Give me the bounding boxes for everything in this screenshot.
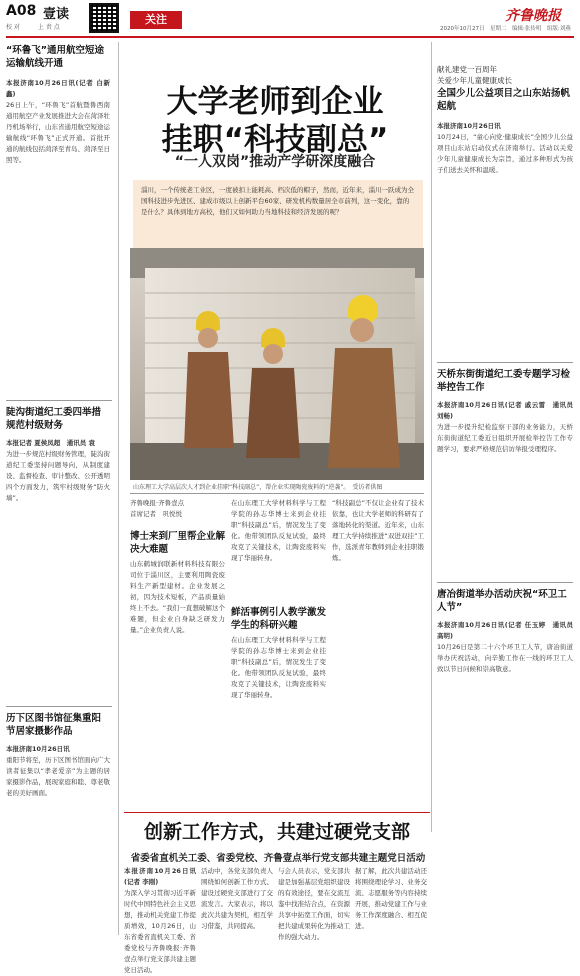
right-story-1-body: 10月24日，“童心向党·健康成长”全国少儿公益项目山东站启动仪式在济南举行。活动以关爱少年儿童健康成长为宗旨，通过多种形式为孩子们送去关怀和温暖。 <box>437 133 573 174</box>
page-number: A08 <box>6 3 37 19</box>
bottom-byline: 本报济南10月26日讯(记者 李刚) <box>124 867 196 886</box>
bottom-col-3 <box>278 866 350 941</box>
summary-text: 淄川，一个传统老工业区，一度被扣上能耗高、档次低的帽子，然而，近年来，淄川一跃成为全国科技进步先进区、建成市级以上创新平台60家、研发机构数量居全市前列，这一变化，靠的是什么？具体到地方高校，他们又如何助力当地科技和经济发展的呢？ <box>141 186 414 216</box>
left-story-1-byline: 本报济南10月26日讯(记者 白新鑫) <box>6 79 110 98</box>
masthead-rule <box>6 36 574 38</box>
left-story-1-body: 26日上午，“环鲁飞”首航暨鲁西南通用航空产业发展推进大会在菏泽牡丹机场举行，山东省通用航空短途运输航线“环鲁飞”正式开通。首批开通的航线包括菏泽至青岛、菏泽至日照等。 <box>6 101 110 164</box>
right-story-2-title: 天桥东街街道纪工委专题学习检举控告工作 <box>437 369 571 393</box>
section-badge: 关注 <box>130 11 182 29</box>
right-story-2-body: 为进一步提升纪检监察干部的业务能力，天桥东街街道纪工委近日组织开展检举控告工作专题学习，要求严格规范信访举报受理程序。 <box>437 423 573 453</box>
divider <box>6 706 112 707</box>
divider <box>437 362 573 363</box>
credits-line: 校 对 上 责 点 <box>6 24 60 31</box>
bottom-subheadline: 省委省直机关工委、省委党校、齐鲁壹点举行党支部共建主题党日活动 <box>130 853 426 864</box>
bottom-col-4 <box>355 866 427 932</box>
main-col-1 <box>130 498 225 794</box>
main-col-3-body: “科技副总”不仅让企业有了技术依靠，也让大学老师的科研有了落地转化的渠道。近年来，山东理工大学持续推进“双进双挂”工作，选派青年教师到企业挂职锻炼。 <box>332 499 424 562</box>
right-story-3-byline: 本报济南10月26日讯(记者 任玉婷 通讯员 高明) <box>437 621 573 640</box>
right-story-1 <box>437 64 573 327</box>
bottom-col-1 <box>124 866 196 974</box>
factory-photo <box>130 248 424 480</box>
left-story-2-body: 为进一步规范村级财务管理，陡沟街道纪工委坚持问题导向，从制度建设、监督检查、审计整改、公开透明四个方面发力，筑牢村级财务“防火墙”。 <box>6 450 110 502</box>
main-headline-line-1: 大学老师到企业 <box>166 84 384 120</box>
column-divider <box>431 42 432 832</box>
left-story-2 <box>6 406 110 699</box>
main-headline-line-2: 挂职“科技副总” <box>161 122 389 158</box>
right-story-1-title: 全国少儿公益项目之山东站扬帆起航 <box>437 88 571 112</box>
left-story-1 <box>6 44 110 372</box>
right-story-1-kicker: 献礼建党一百周年 关爱少年儿童健康成长 <box>437 65 512 85</box>
dateline: 2020年10月27日 星期二 编辑:张传明 组版:刘燕 <box>440 26 571 32</box>
main-byline: 齐鲁晚报·齐鲁壹点 首席记者 巩悦悦 <box>130 499 185 518</box>
summary-box <box>133 180 423 250</box>
divider <box>437 582 573 583</box>
qr-code-icon[interactable] <box>89 3 119 33</box>
newspaper-logo: 齐鲁晚报 <box>505 8 561 24</box>
main-headline <box>130 83 420 159</box>
bottom-top-rule <box>124 812 430 813</box>
right-story-3 <box>437 588 573 882</box>
left-story-3-byline: 本报济南10月26日讯 <box>6 745 70 753</box>
main-col-2 <box>231 498 326 805</box>
main-col-2-body: 在山东理工大学材料科学与工程学院的孙志华博士来到企业挂职“科技副总”后，情况发生了变化。他带领团队反复试验，最终攻克了关键技术，让陶瓷废料实现了华丽转身。 <box>231 636 326 699</box>
right-story-3-title: 唐冶街道举办活动庆祝“环卫工人节” <box>437 589 567 613</box>
bottom-col-2-body: 活动中，各党支部负责人围绕如何创新工作方式、建设过硬党支部进行了交流发言。大家表示，将以此次共建为契机，相互学习借鉴，共同提高。 <box>201 867 273 930</box>
section-name: 壹读 <box>43 7 70 22</box>
left-story-3-body: 重阳节将至，历下区图书馆面向广大读者征集以“孝老爱亲”为主题的居家摄影作品，展现家庭和睦、尊老敬老的美好画面。 <box>6 756 110 797</box>
right-story-2-byline: 本报济南10月26日讯(记者 戚云雷 通讯员 刘畅) <box>437 401 573 420</box>
photo-caption: 山东理工大学高层次人才到企业挂职“科技副总”，帮企业实现陶瓷废料的“逆袭”。 受访者供图 <box>133 484 383 491</box>
left-story-1-title: “环鲁飞”通用航空短途运输航线开通 <box>6 45 104 69</box>
divider <box>6 400 112 401</box>
left-story-3-title: 历下区图书馆征集重阳节居家摄影作品 <box>6 713 102 737</box>
main-col-2-body-top: 在山东理工大学材料科学与工程学院的孙志华博士来到企业挂职“科技副总”后，情况发生了变化。他带领团队反复试验，最终攻克了关键技术，让陶瓷废料实现了华丽转身。 <box>231 499 326 562</box>
bottom-col-2 <box>201 866 273 932</box>
divider <box>130 493 424 494</box>
right-story-1-byline: 本报济南10月26日讯 <box>437 122 501 130</box>
bottom-headline: 创新工作方式，共建过硬党支部 <box>143 821 410 843</box>
bottom-col-3-body: 与会人员表示，党支部共建是加强基层党组织建设的有效途径，要在交流互鉴中找准结合点，在资源共享中拓宽工作面，切实把共建成果转化为推动工作的强大动力。 <box>278 867 350 941</box>
right-story-3-body: 10月26日是第二十六个环卫工人节，唐冶街道举办庆祝活动，向辛勤工作在一线的环卫工人致以节日问候和崇高敬意。 <box>437 643 573 673</box>
main-subhead-2: 鲜活事例引人教学激发学生的科研兴趣 <box>231 607 327 631</box>
left-story-2-title: 陡沟街道纪工委四举措规范村级财务 <box>6 407 102 431</box>
main-col-3 <box>332 498 424 808</box>
left-story-2-byline: 本报记者 夏侯凤超 通讯员 袁 <box>6 439 96 447</box>
column-divider <box>118 42 119 935</box>
bottom-col-4-body: 据了解，此次共建活动还将围绕理论学习、业务交流、志愿服务等内容持续开展，推动党建工作与业务工作深度融合、相互促进。 <box>355 867 427 930</box>
right-story-2 <box>437 368 573 572</box>
factory-photo-image <box>130 248 424 480</box>
left-story-3 <box>6 712 110 935</box>
bottom-col-1-body: 为深入学习贯彻习近平新时代中国特色社会主义思想，推动机关党建工作提质增效，10月26日，山东省委省直机关工委、省委党校与齐鲁晚报·齐鲁壹点举行党支部共建主题党日活动。 <box>124 889 196 974</box>
main-subhead-1: 博士来到厂里帮企业解决大难题 <box>130 531 226 555</box>
main-subheadline: “一人双岗”推动产学研深度融合 <box>174 154 376 170</box>
main-col-1-body: 山东鹤城润联新材料科技有限公司位于淄川区，主要利用陶瓷废料生产新型建材。企业发展之初，因为技术短板，产品质量始终上不去。“我们一直想破解这个难题，但企业自身缺乏研发力量。”企业负责人说。 <box>130 560 225 634</box>
